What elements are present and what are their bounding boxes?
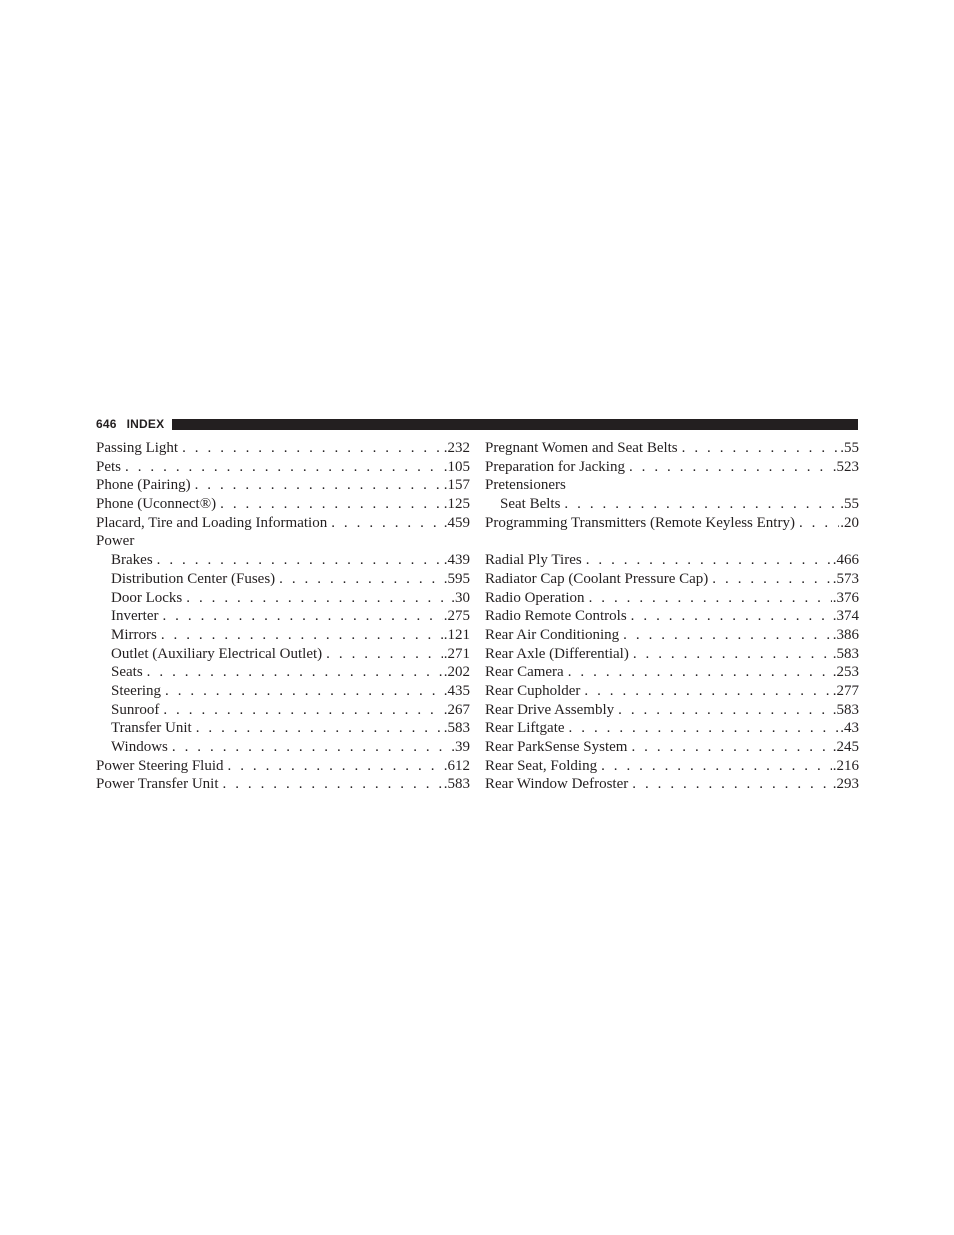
index-entry bbox=[96, 514, 470, 533]
dot-leader bbox=[586, 551, 832, 570]
dot-leader bbox=[163, 701, 442, 720]
index-subentry bbox=[96, 607, 470, 626]
index-subentry bbox=[96, 589, 470, 608]
index-term: Power Transfer Unit bbox=[96, 776, 219, 793]
index-entry bbox=[485, 738, 859, 757]
dot-leader bbox=[331, 514, 443, 533]
index-page-ref: .277 bbox=[832, 682, 859, 699]
dot-leader bbox=[569, 719, 840, 738]
index-term: Power bbox=[96, 533, 135, 550]
index-term: Rear Seat, Folding bbox=[485, 757, 598, 774]
index-page-ref: .55 bbox=[840, 496, 859, 513]
index-term: Phone (Pairing) bbox=[96, 477, 191, 494]
index-entry bbox=[96, 775, 470, 794]
index-page-ref: .202 bbox=[443, 664, 470, 681]
dot-leader bbox=[589, 589, 832, 608]
index-subentry bbox=[96, 701, 470, 720]
index-entry bbox=[485, 645, 859, 664]
index-page-ref: .125 bbox=[443, 496, 470, 513]
index-entry bbox=[96, 439, 470, 458]
index-page-ref: .253 bbox=[832, 664, 859, 681]
index-page-ref: .386 bbox=[832, 626, 859, 643]
index-page-ref: .293 bbox=[832, 776, 859, 793]
index-term: Radio Operation bbox=[485, 589, 585, 606]
index-page-ref: .216 bbox=[832, 757, 859, 774]
index-page-ref: .271 bbox=[443, 645, 470, 662]
index-page-ref: .523 bbox=[832, 458, 859, 475]
dot-leader bbox=[220, 495, 443, 514]
dot-leader bbox=[279, 570, 443, 589]
index-subentry bbox=[96, 682, 470, 701]
index-term: Radiator Cap (Coolant Pressure Cap) bbox=[485, 570, 709, 587]
index-entry bbox=[485, 757, 859, 776]
index-entry bbox=[96, 458, 470, 477]
index-entry bbox=[96, 476, 470, 495]
index-entry bbox=[485, 663, 859, 682]
dot-leader bbox=[631, 607, 832, 626]
dot-leader bbox=[165, 682, 443, 701]
index-page-ref: .439 bbox=[443, 552, 470, 569]
index-entry bbox=[485, 570, 859, 589]
index-term: Phone (Uconnect®) bbox=[96, 496, 217, 513]
index-term: Mirrors bbox=[111, 626, 157, 643]
dot-leader bbox=[195, 476, 443, 495]
index-term: Brakes bbox=[111, 552, 153, 569]
index-column-right bbox=[485, 439, 859, 794]
index-page-ref: .245 bbox=[832, 739, 859, 755]
page-header bbox=[96, 417, 858, 431]
index-term: Rear Window Defroster bbox=[485, 776, 629, 793]
index-term: Rear Cupholder bbox=[485, 682, 581, 699]
dot-leader bbox=[632, 775, 832, 794]
index-entry bbox=[96, 495, 470, 514]
index-term: Radio Remote Controls bbox=[485, 608, 627, 625]
index-term: Pretensioners bbox=[485, 477, 566, 494]
dot-leader bbox=[629, 458, 832, 477]
index-entry bbox=[485, 626, 859, 645]
index-entry bbox=[485, 607, 859, 626]
index-page-ref: .583 bbox=[832, 645, 859, 662]
index-term: Rear Liftgate bbox=[485, 720, 565, 737]
index-entry bbox=[485, 775, 859, 794]
index-term: Inverter bbox=[111, 608, 159, 625]
index-term: Outlet (Auxiliary Electrical Outlet) bbox=[111, 645, 323, 662]
index-page-ref: .466 bbox=[832, 552, 859, 569]
index-page-ref: .20 bbox=[840, 514, 859, 531]
index-subentry bbox=[96, 626, 470, 645]
dot-leader bbox=[584, 682, 831, 701]
dot-leader bbox=[223, 775, 443, 794]
dot-leader bbox=[568, 663, 832, 682]
index-page-ref: .583 bbox=[443, 776, 470, 793]
index-entry bbox=[485, 589, 859, 608]
index-term: Seats bbox=[111, 664, 143, 681]
dot-leader bbox=[326, 645, 443, 664]
index-term: Seat Belts bbox=[500, 496, 561, 513]
index-page-ref: .612 bbox=[443, 757, 470, 774]
index-term: Pregnant Women and Seat Belts bbox=[485, 440, 678, 456]
index-entry bbox=[485, 701, 859, 720]
dot-leader bbox=[186, 589, 450, 608]
dot-leader bbox=[799, 514, 839, 533]
index-entry bbox=[485, 682, 859, 701]
index-term: Windows bbox=[111, 739, 168, 755]
index-page-ref: .435 bbox=[443, 682, 470, 699]
index-page-ref: .30 bbox=[451, 589, 470, 606]
index-subentry bbox=[96, 738, 470, 757]
index-page-ref: .595 bbox=[443, 570, 470, 587]
dot-leader bbox=[147, 663, 443, 682]
index-page-ref: .43 bbox=[840, 720, 859, 737]
page-number: 646 bbox=[96, 417, 117, 431]
index-page-ref: .157 bbox=[443, 477, 470, 494]
dot-leader bbox=[682, 439, 840, 458]
index-page-ref: .232 bbox=[443, 440, 470, 456]
index-spacer bbox=[485, 532, 859, 551]
index-subentry bbox=[96, 551, 470, 570]
index-column-left bbox=[96, 439, 470, 794]
index-term: Sunroof bbox=[111, 701, 160, 718]
index-page-ref: .105 bbox=[443, 458, 470, 475]
index-page-ref: .374 bbox=[832, 608, 859, 625]
dot-leader bbox=[712, 570, 831, 589]
dot-leader bbox=[623, 626, 832, 645]
index-page-ref: .267 bbox=[443, 701, 470, 718]
dot-leader bbox=[182, 439, 443, 458]
header-rule bbox=[172, 419, 858, 430]
index-page-ref: .583 bbox=[832, 701, 859, 718]
dot-leader bbox=[125, 458, 443, 477]
dot-leader bbox=[196, 719, 443, 738]
index-entry bbox=[485, 514, 859, 533]
index-subentry bbox=[96, 570, 470, 589]
dot-leader bbox=[157, 551, 443, 570]
index-term: Programming Transmitters (Remote Keyless Entry) bbox=[485, 514, 795, 531]
index-term: Steering bbox=[111, 682, 161, 699]
section-title: INDEX bbox=[126, 417, 165, 431]
index-page-ref: .121 bbox=[443, 626, 470, 643]
index-term: Power Steering Fluid bbox=[96, 757, 224, 774]
index-term: Radial Ply Tires bbox=[485, 552, 582, 569]
index-term: Transfer Unit bbox=[111, 720, 192, 737]
index-term: Passing Light bbox=[96, 440, 179, 456]
index-term: Rear ParkSense System bbox=[485, 739, 628, 755]
index-page-ref: .583 bbox=[443, 720, 470, 737]
index-page-ref: .573 bbox=[832, 570, 859, 587]
index-term: Rear Camera bbox=[485, 664, 564, 681]
dot-leader bbox=[228, 757, 443, 776]
index-subentry bbox=[96, 645, 470, 664]
index-term: Preparation for Jacking bbox=[485, 458, 625, 475]
index-term: Distribution Center (Fuses) bbox=[111, 570, 276, 587]
index-page-ref: .275 bbox=[443, 608, 470, 625]
index-entry bbox=[485, 458, 859, 477]
index-term: Rear Axle (Differential) bbox=[485, 645, 629, 662]
index-term: Rear Drive Assembly bbox=[485, 701, 615, 718]
index-entry bbox=[485, 476, 859, 495]
dot-leader bbox=[564, 495, 839, 514]
index-entry bbox=[96, 532, 470, 551]
index-subentry bbox=[485, 495, 859, 514]
index-term: Placard, Tire and Loading Information bbox=[96, 514, 328, 531]
dot-leader bbox=[161, 626, 443, 645]
dot-leader bbox=[172, 738, 450, 757]
index-term: Rear Air Conditioning bbox=[485, 626, 620, 643]
index-subentry bbox=[96, 719, 470, 738]
index-page-ref: .55 bbox=[840, 440, 859, 456]
index-page-ref: .39 bbox=[451, 739, 470, 755]
dot-leader bbox=[631, 738, 831, 757]
index-entry bbox=[485, 719, 859, 738]
dot-leader bbox=[601, 757, 832, 776]
dot-leader bbox=[162, 607, 442, 626]
index-page-ref: .459 bbox=[443, 514, 470, 531]
index-entry bbox=[96, 757, 470, 776]
index-page-ref: .376 bbox=[832, 589, 859, 606]
dot-leader bbox=[618, 701, 832, 720]
index-subentry bbox=[96, 663, 470, 682]
index-term: Door Locks bbox=[111, 589, 183, 606]
index-term: Pets bbox=[96, 458, 122, 475]
index-entry bbox=[485, 439, 859, 458]
index-entry bbox=[485, 551, 859, 570]
dot-leader bbox=[633, 645, 832, 664]
